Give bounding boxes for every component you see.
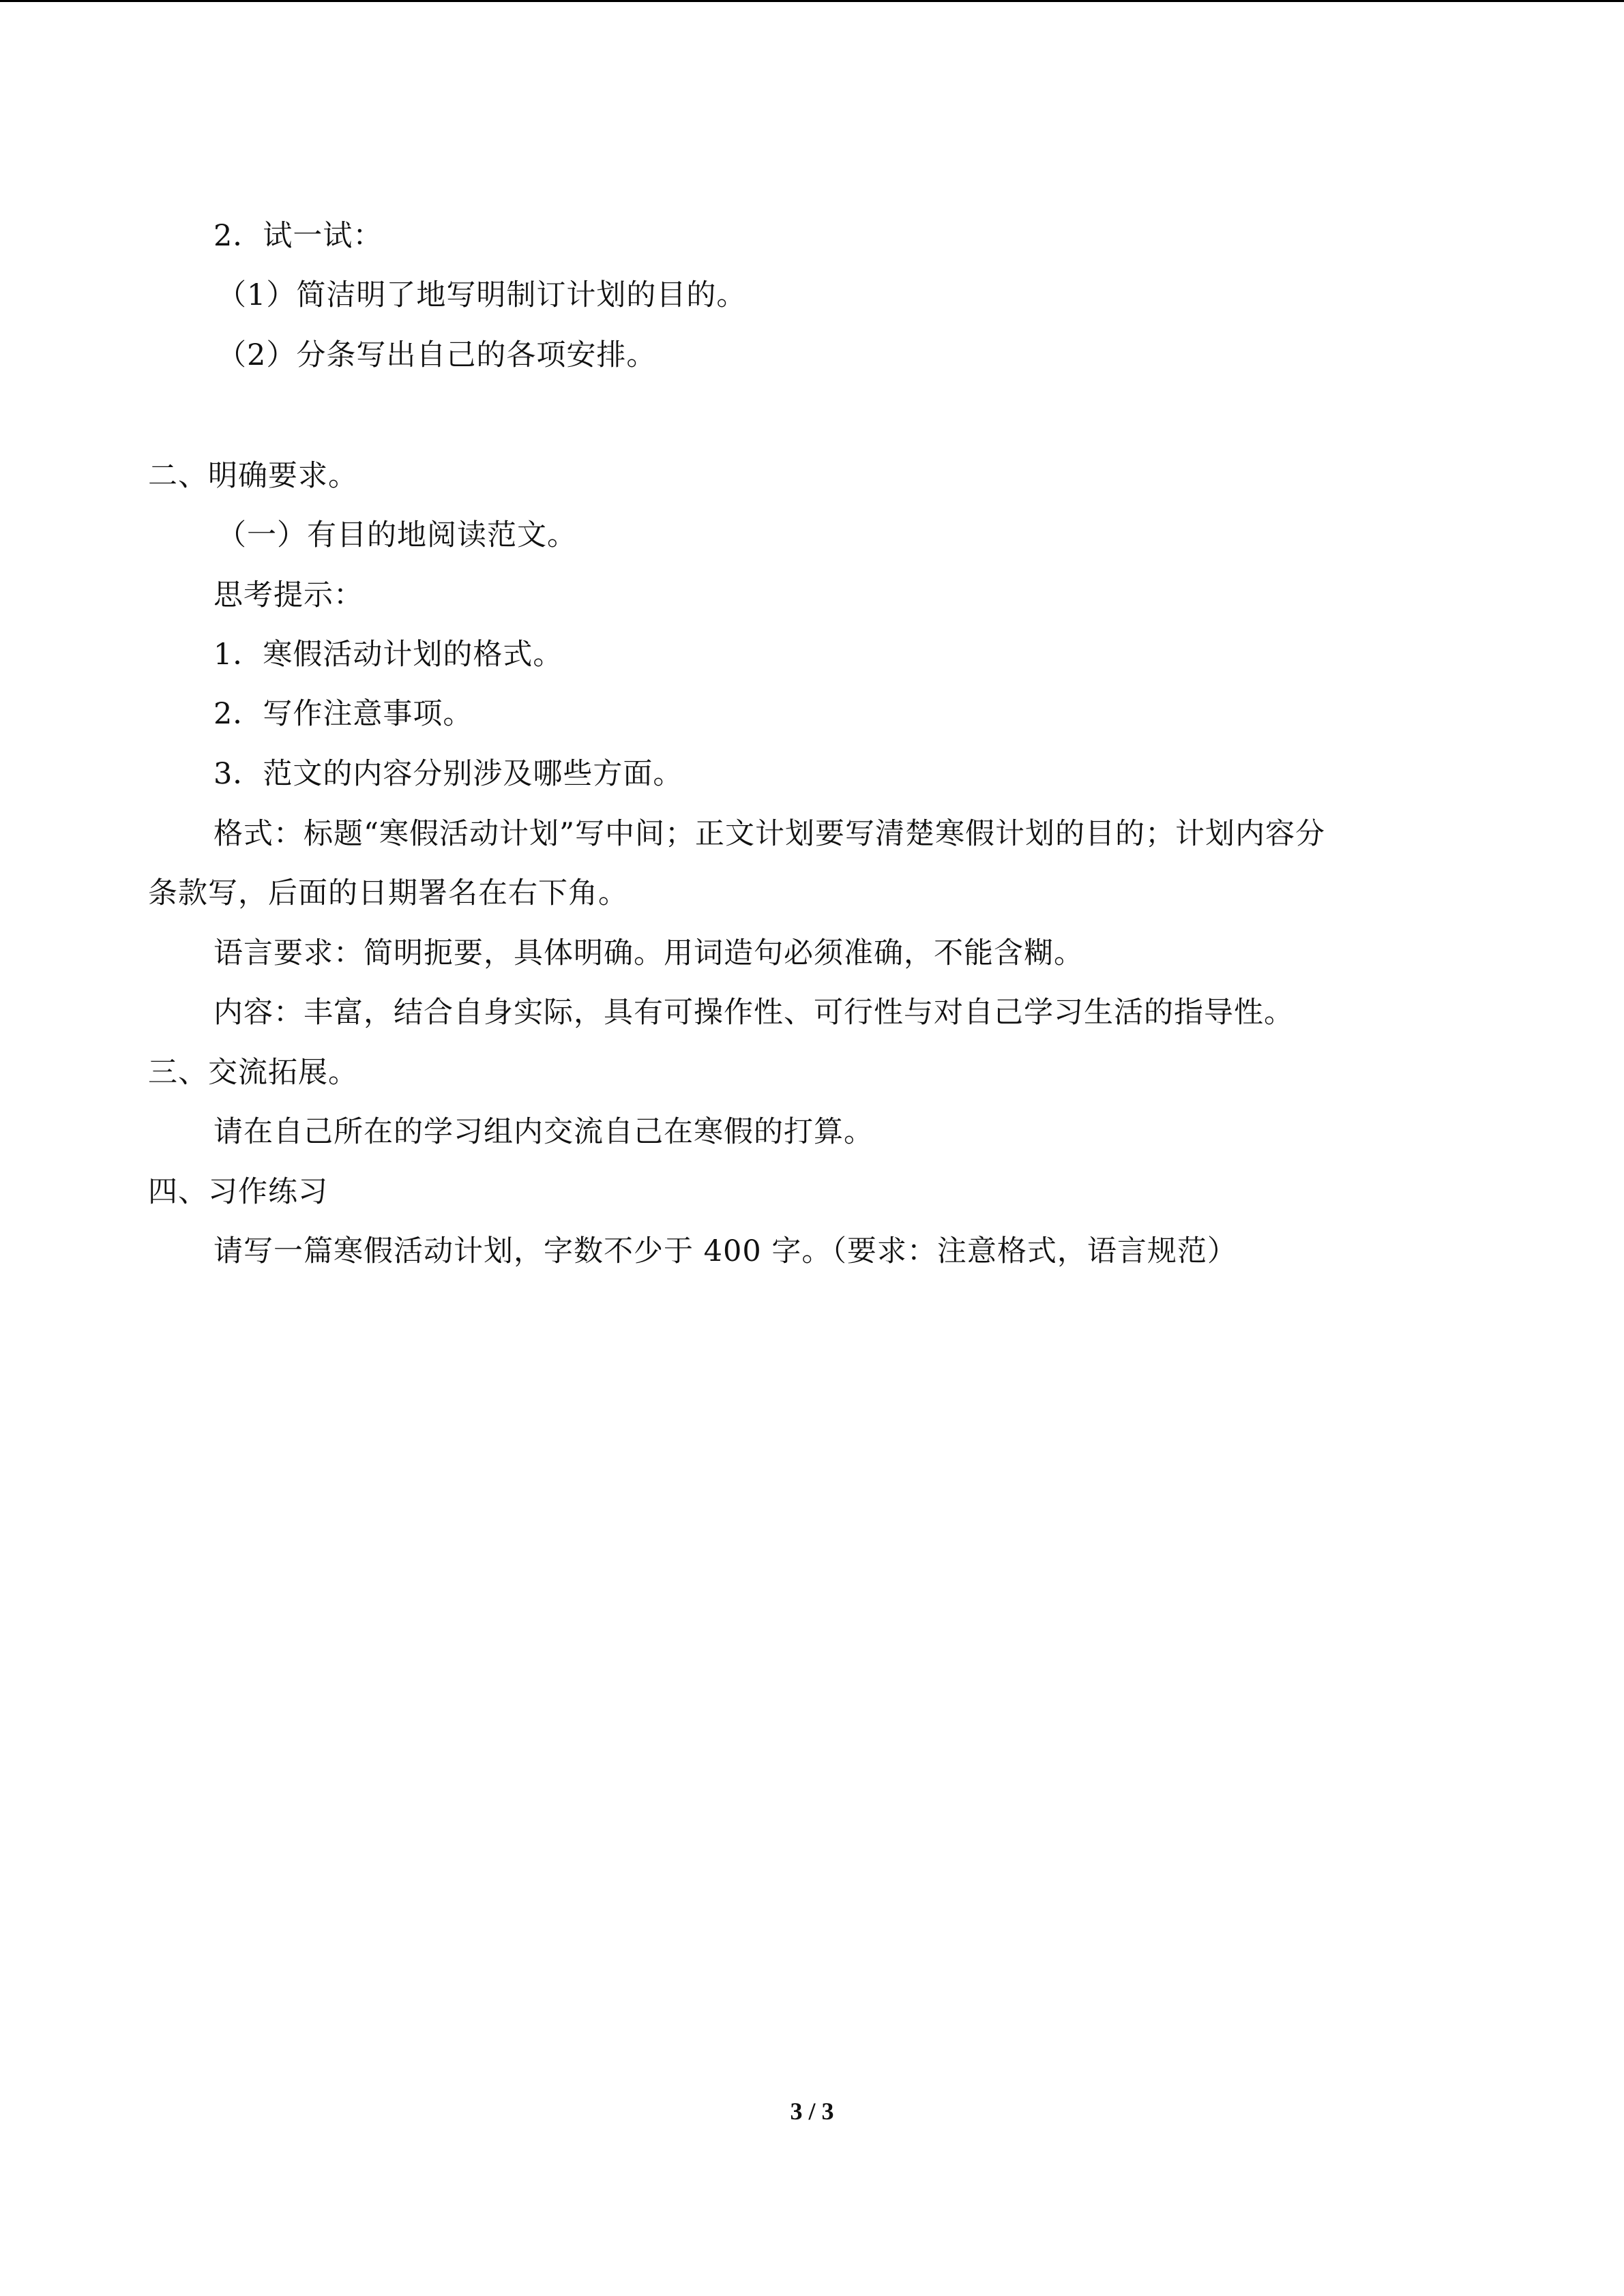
- paragraph-format: 格式：标题“寒假活动计划”写中间；正文计划要写清楚寒假计划的目的；计划内容分: [213, 817, 1325, 851]
- list-item: （1）简洁明了地写明制订计划的目的。: [217, 278, 747, 312]
- paragraph-language: 语言要求：简明扼要，具体明确。用词造句必须准确，不能含糊。: [213, 936, 1084, 970]
- subsection-heading-try: 2．试一试：: [213, 219, 383, 253]
- list-item: （2）分条写出自己的各项安排。: [217, 338, 657, 372]
- list-item: 1．寒假活动计划的格式。: [213, 638, 563, 672]
- section-heading-practice: 四、习作练习: [148, 1175, 328, 1209]
- list-item: 3．范文的内容分别涉及哪些方面。: [213, 757, 683, 791]
- paragraph-practice: 请写一篇寒假活动计划，字数不少于 400 字。（要求：注意格式，语言规范）: [213, 1234, 1237, 1268]
- section-heading-requirements: 二、明确要求。: [148, 459, 358, 493]
- paragraph-format-continued: 条款写，后面的日期署名在右下角。: [148, 876, 628, 910]
- page-number: 3 / 3: [790, 2098, 834, 2125]
- paragraph-content: 内容：丰富，结合自身实际，具有可操作性、可行性与对自己学习生活的指导性。: [213, 996, 1294, 1030]
- section-heading-exchange: 三、交流拓展。: [148, 1056, 358, 1090]
- paragraph-exchange: 请在自己所在的学习组内交流自己在寒假的打算。: [213, 1115, 874, 1149]
- subsection-heading: （一）有目的地阅读范文。: [217, 518, 577, 552]
- prompt-label: 思考提示：: [213, 578, 364, 612]
- list-item: 2．写作注意事项。: [213, 697, 473, 731]
- page-top-border: [0, 0, 1624, 2]
